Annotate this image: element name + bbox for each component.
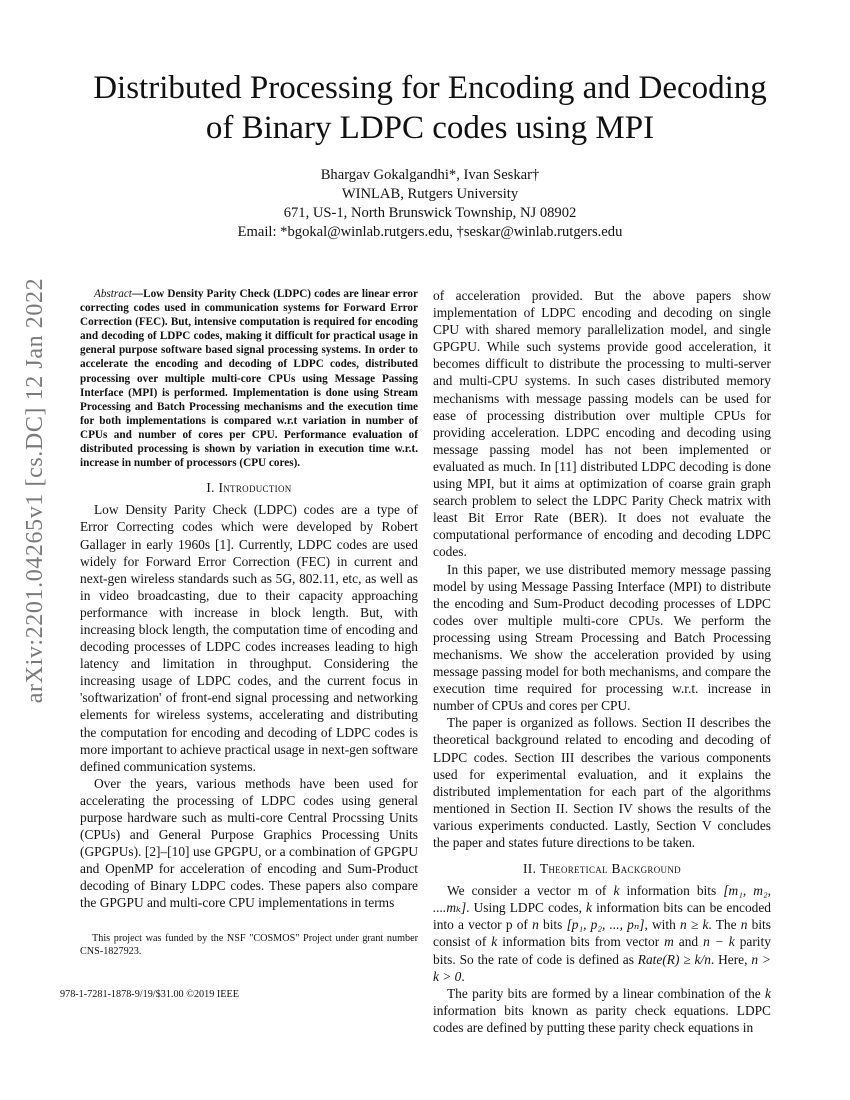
author-address: 671, US-1, North Brunswick Township, NJ 08902 xyxy=(283,205,577,221)
section-heading-introduction xyxy=(80,479,418,496)
intro-paragraph-4: The paper is organized as follows. Section II describes the theoretical background related to encoding and decoding of LDPC codes. Section III describes the various components used for experimental evaluation, and it explains the distributed implementation for each part of the algorithms mentioned in Section II. Section IV shows the results of the various experiments conducted. Lastly, Section V concludes the paper and states future directions to be taken. xyxy=(433,715,771,850)
author-email: Email: *bgokal@winlab.rutgers.edu, †seskar@winlab.rutgers.edu xyxy=(237,224,623,240)
author-names: Bhargav Gokalgandhi*, Ivan Seskar† xyxy=(320,167,540,183)
author-block xyxy=(60,166,800,242)
intro-paragraph-2-continued: of acceleration provided. But the above papers show implementation of LDPC encoding and decoding on single CPU with shared memory parallelization model, and single GPGPU. While such systems provide good acceleration, it becomes difficult to distribute the processing to multi-server and multi-CPU systems. In such cases distributed memory mechanisms with message passing models can be used for ease of processing distribution over multiple CPUs for providing acceleration. LDPC encoding and decoding using message passing model has not been implemented or evaluated as much. In [11] distributed LDPC decoding is done using MPI, but it aims at optimization of coarse grain graph search problem to select the LDPC Parity Check matrix with least Bit Error Rate (BER). It does not evaluate the computational performance of encoding and decoding LDPC codes. xyxy=(433,288,771,560)
intro-paragraph-1: Low Density Parity Check (LDPC) codes are a type of Error Correcting codes which were developed by Robert Gallager in early 1960s [1]. Currently, LDPC codes are used widely for Forward Error Correction (FEC) in current and next-gen wireless standards such as 5G, 802.11, etc, as well as in video broadcasting, due to their capacity approaching performance with increase in block length. But, with increasing block length, the computation time of encoding and decoding processes of LDPC codes increases leading to high latency and limitation in throughput. Considering the increasing usage of LDPC codes, and the current focus in 'softwarization' of front-end signal processing and networking elements for wireless systems, accelerating and distributing the computation for encoding and decoding of LDPC codes is more important to achieve practical usage in next-gen software defined communication systems. xyxy=(80,502,418,774)
section-number: I. xyxy=(206,480,215,496)
right-column xyxy=(433,287,771,1036)
left-column xyxy=(80,287,418,912)
title-line-2: of Binary LDPC codes using MPI xyxy=(205,110,655,146)
background-paragraph-2: The parity bits are formed by a linear combination of the k information bits known as parity check equations. LDPC codes are defined by putting these parity check equations in xyxy=(433,985,771,1035)
paper-title xyxy=(60,68,800,148)
intro-paragraph-2: Over the years, various methods have been used for accelerating the processing of LDPC codes using general purpose hardware such as multi-core Central Procssing Units (CPUs) and General Purpose Graphics Processing Units (GPGPUs). [2]–[10] use GPGPU, or a combination of GPGPU and OpenMP for acceleration of encoding and Sum-Product decoding of Binary LDPC codes. These papers also compare the GPGPU and multi-core CPU implementations in terms xyxy=(80,775,418,911)
section-number: II. xyxy=(523,861,537,877)
intro-paragraph-3: In this paper, we use distributed memory message passing model by using Message Passing Interface (MPI) to distribute the encoding and Sum-Product decoding processes of LDPC codes over multiple multi-core CPUs. We perform the processing using Stream Processing and Batch Processing mechanisms. We show the acceleration provided by using message passing model for both mechanisms, and compare the execution time required for processing w.r.t. increase in number of CPUs and cores per CPU. xyxy=(433,561,771,714)
footnote xyxy=(80,932,418,958)
abstract-label: Abstract xyxy=(94,288,132,300)
section-heading-background xyxy=(433,860,771,877)
copyright-line: 978-1-7281-1878-9/19/$31.00 ©2019 IEEE xyxy=(60,989,239,1000)
footnote-text: This project was funded by the NSF "COSMOS" Project under grant number CNS-1827923. xyxy=(80,933,418,957)
arxiv-side-stamp xyxy=(0,277,72,703)
section-title: Theoretical Background xyxy=(539,861,681,877)
abstract-text: —Low Density Parity Check (LDPC) codes are linear error correcting codes used in communication systems for Forward Error Correction (FEC). But, intensive computation is required for encoding and decoding of LDPC codes, making it difficult for practical usage in general purpose software based signal processing systems. In order to accelerate the encoding and decoding of LDPC codes, distributed processing over multiple multi-core CPUs using Message Passing Interface (MPI) is performed. Implementation is done using Stream Processing and Batch Processing mechanisms and the execution time for both implementations is compared w.r.t variation in number of CPUs and number of cores per CPU. Performance evaluation of distributed processing is shown by variation in execution time w.r.t. increase in number of processors (CPU cores). xyxy=(80,288,418,470)
arxiv-stamp-text: arXiv:2201.04265v1 [cs.DC] 12 Jan 2022 xyxy=(22,277,49,703)
background-paragraph-1: We consider a vector m of k information bits [m₁, m₂, ....mₖ]. Using LDPC codes, k information bits can be encoded into a vector p of n bits [p₁, p₂, ..., pₙ], with n ≥ k. The n bits consist of k information bits from vector m and n − k parity bits. So the rate of code is defined as Rate(R) ≥ k/n. Here, n > k > 0. xyxy=(433,883,771,984)
section-title: Introduction xyxy=(218,480,292,496)
author-affiliation: WINLAB, Rutgers University xyxy=(341,186,519,202)
title-line-1: Distributed Processing for Encoding and Decoding xyxy=(93,70,767,106)
abstract xyxy=(80,287,418,470)
